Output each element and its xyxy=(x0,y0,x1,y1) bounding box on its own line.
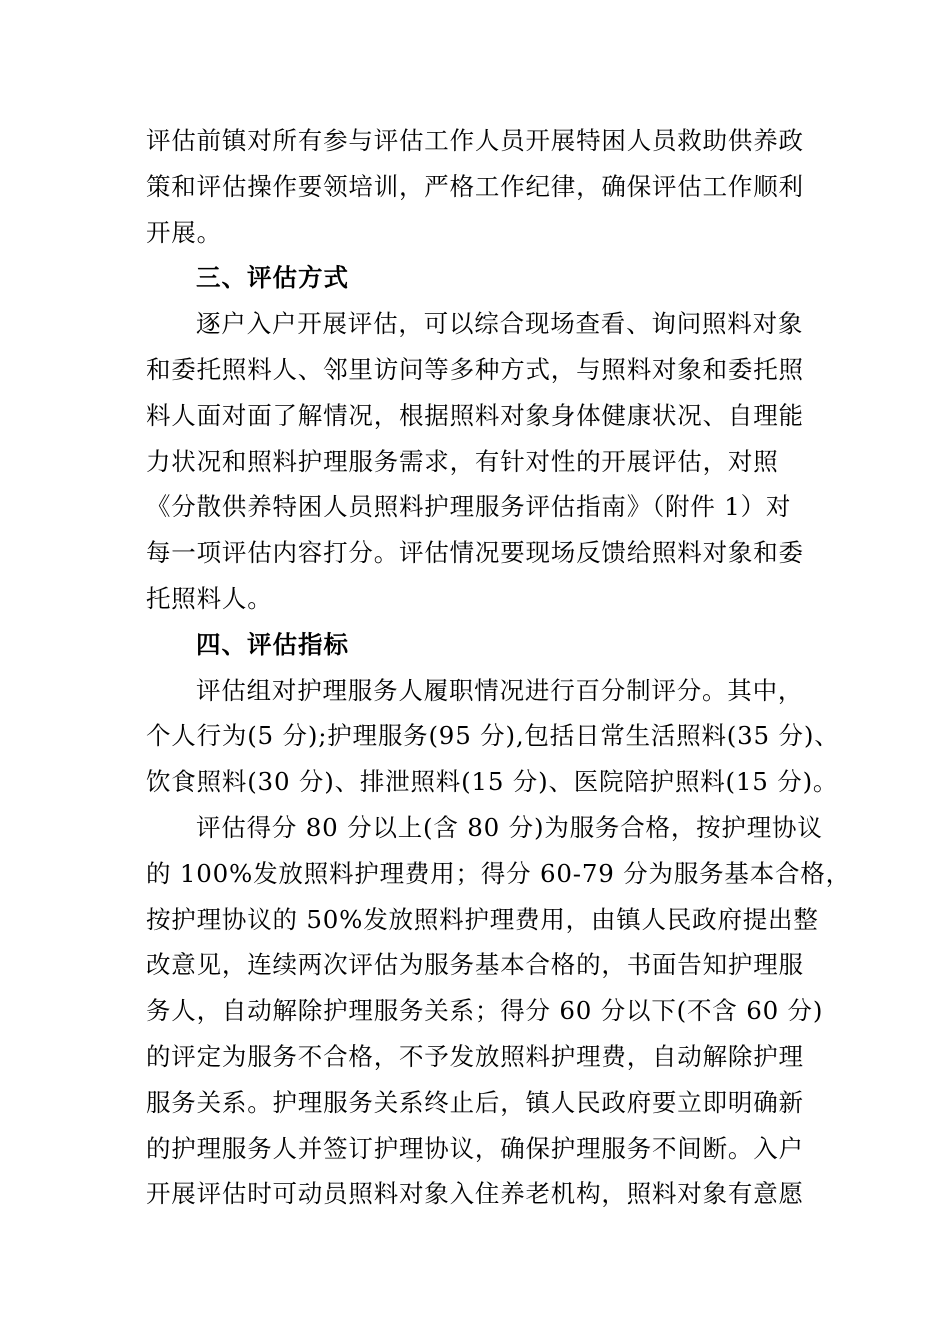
text-line: 务人，自动解除护理服务关系；得分 60 分以下(不含 60 分) xyxy=(146,996,824,1026)
paragraph-scoring xyxy=(146,668,840,805)
text-line: 开展评估时可动员照料对象入住养老机构，照料对象有意愿 xyxy=(146,1179,804,1209)
paragraph-method xyxy=(146,301,810,622)
text-line: 托照料人。 xyxy=(146,583,273,613)
text-line: 《分散供养特困人员照料护理服务评估指南》（附件 1）对 xyxy=(146,492,792,522)
text-line: 的评定为服务不合格，不予发放照料护理费，自动解除护理 xyxy=(146,1041,804,1071)
section-heading-method: 三、评估方式 xyxy=(196,263,349,293)
text-line: 按护理协议的 50%发放照料护理费用，由镇人民政府提出整 xyxy=(146,904,819,934)
text-line: 的 100%发放照料护理费用；得分 60-79 分为服务基本合格， xyxy=(146,858,851,888)
text-line: 改意见，连续两次评估为服务基本合格的，书面告知护理服 xyxy=(146,950,804,980)
text-line: 个人行为(5 分);护理服务(95 分),包括日常生活照料(35 分)、 xyxy=(146,721,840,751)
text-line: 力状况和照料护理服务需求，有针对性的开展评估，对照 xyxy=(146,446,779,476)
paragraph-training xyxy=(146,118,810,255)
text-line: 和委托照料人、邻里访问等多种方式，与照料对象和委托照 xyxy=(146,354,804,384)
text-line: 逐户入户开展评估，可以综合现场查看、询问照料对象 xyxy=(196,309,804,339)
text-line: 每一项评估内容打分。评估情况要现场反馈给照料对象和委 xyxy=(146,538,804,568)
text-line: 策和评估操作要领培训，严格工作纪律，确保评估工作顺利 xyxy=(146,171,804,201)
text-line: 评估组对护理服务人履职情况进行百分制评分。其中， xyxy=(196,675,804,705)
paragraph-grading xyxy=(146,805,851,1217)
text-line: 开展。 xyxy=(146,217,222,247)
text-line: 料人面对面了解情况，根据照料对象身体健康状况、自理能 xyxy=(146,400,804,430)
document-page xyxy=(146,118,851,1217)
text-line: 服务关系。护理服务关系终止后，镇人民政府要立即明确新 xyxy=(146,1087,804,1117)
text-line: 的护理服务人并签订护理协议，确保护理服务不间断。入户 xyxy=(146,1133,804,1163)
text-line: 评估前镇对所有参与评估工作人员开展特困人员救助供养政 xyxy=(146,126,804,155)
text-line: 饮食照料(30 分)、排泄照料(15 分)、医院陪护照料(15 分)。 xyxy=(146,767,839,797)
text-line: 评估得分 80 分以上(含 80 分)为服务合格，按护理协议 xyxy=(196,812,823,842)
section-heading-indicators: 四、评估指标 xyxy=(196,629,349,659)
